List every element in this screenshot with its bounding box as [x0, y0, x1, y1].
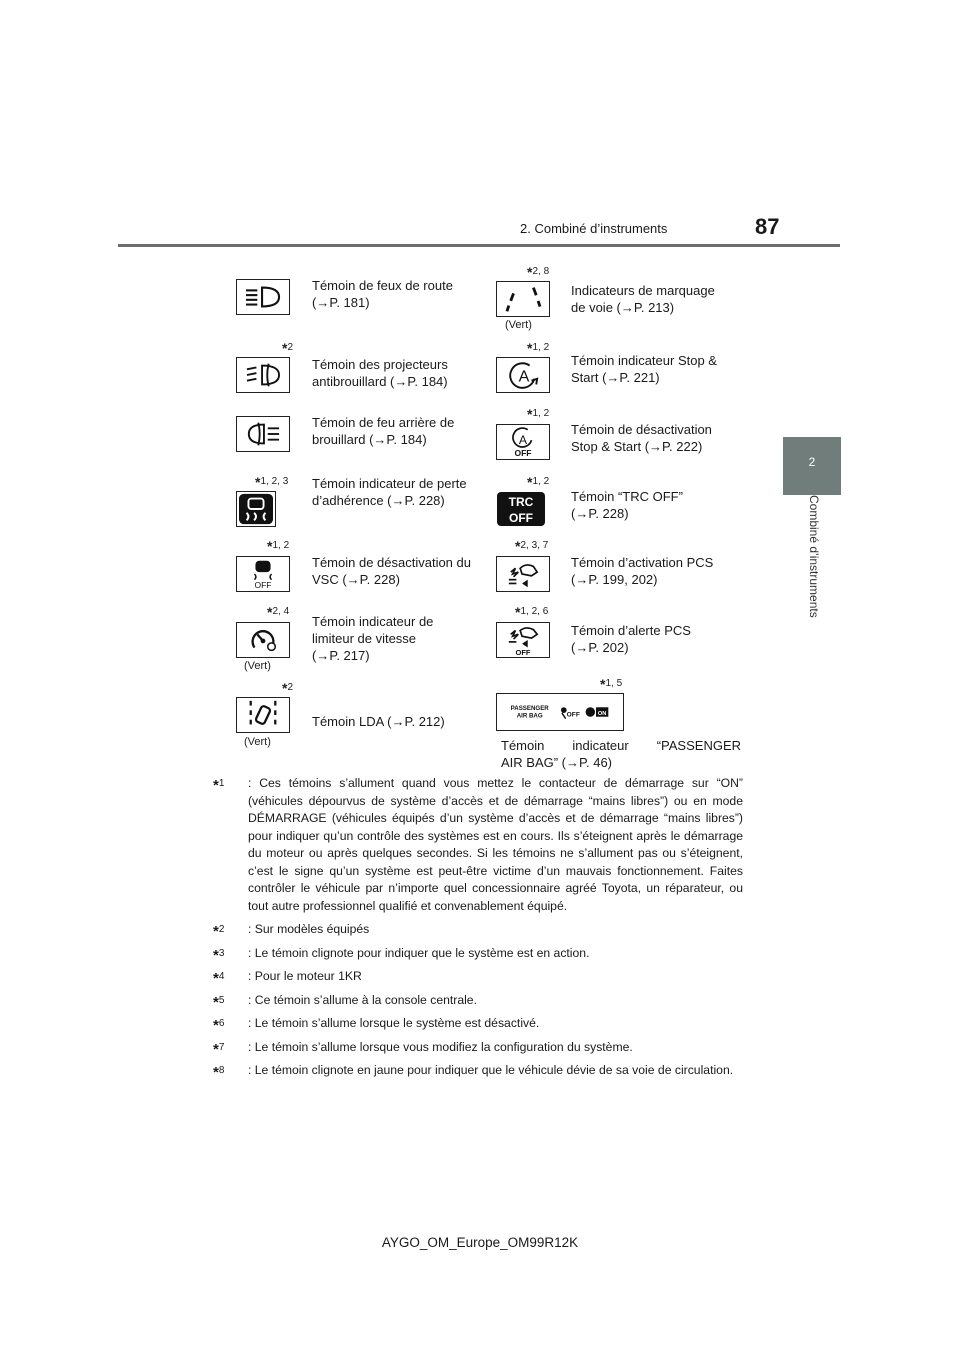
svg-text:A: A	[518, 432, 528, 447]
pcs-off-sup: *1, 2, 6	[515, 604, 549, 620]
svg-text:OFF: OFF	[254, 580, 272, 591]
footnote: *4 : Pour le moteur 1KR	[213, 969, 362, 987]
svg-text:OFF: OFF	[566, 711, 580, 719]
stop-start-icon	[496, 357, 550, 393]
svg-text:OFF: OFF	[509, 511, 533, 525]
passenger-airbag-icon	[496, 693, 624, 731]
front-fog-icon	[236, 357, 290, 393]
lane-marker-icon	[496, 281, 550, 317]
footnote: *7 : Le témoin s’allume lorsque vous modifiez la configuration du système.	[213, 1039, 633, 1058]
stop-start-off-sup: *1, 2	[527, 406, 550, 422]
high-beam-icon	[236, 279, 290, 315]
vsc-off-sup: *1, 2	[267, 538, 290, 554]
rear-fog-desc: Témoin de feu arrière de brouillard (→P. 184)	[312, 415, 455, 447]
svg-text:PASSENGER: PASSENGER	[510, 705, 549, 713]
pcs-off-icon	[496, 622, 550, 658]
lda-sup: *2	[282, 680, 294, 696]
page-number: 87	[755, 214, 780, 239]
front-fog-desc: Témoin des projecteurs antibrouillard (→P. 184)	[312, 357, 448, 389]
slip-sup: *1, 2, 3	[255, 474, 289, 490]
speed-limiter-color: (Vert)	[244, 660, 271, 672]
footnote: *6 : Le témoin s’allume lorsque le système est désactivé.	[213, 1016, 540, 1034]
svg-text:AIR BAG: AIR BAG	[516, 712, 543, 720]
pcs-desc: Témoin d’activation PCS (→P. 199, 202)	[571, 555, 714, 587]
lda-icon	[236, 697, 290, 733]
footnotes	[213, 775, 743, 1086]
stop-start-off-icon	[496, 424, 550, 460]
stop-start-desc: Témoin indicateur Stop & Start (→P. 221)	[571, 353, 717, 385]
trc-off-desc: Témoin “TRC OFF” (→P. 228)	[571, 489, 683, 521]
speed-limiter-sup: *2, 4	[267, 604, 290, 620]
svg-text:ON: ON	[597, 710, 607, 717]
lda-desc: Témoin LDA (→P. 212)	[312, 714, 445, 729]
svg-text:A: A	[518, 367, 530, 386]
pcs-off-desc: Témoin d’alerte PCS (→P. 202)	[571, 623, 691, 655]
svg-text:OFF: OFF	[514, 448, 532, 459]
speed-limiter-icon	[236, 622, 290, 658]
section-title: 2. Combiné d’instruments	[520, 221, 668, 236]
lane-marker-sup: *2, 8	[527, 264, 550, 280]
front-fog-sup: *2	[282, 340, 294, 356]
footnote: *3 : Le témoin clignote pour indiquer que le système est en action.	[213, 945, 590, 964]
vsc-off-desc: Témoin de désactivation du VSC (→P. 228)	[312, 555, 471, 587]
chapter-tab-label: Combiné d’instruments	[807, 495, 821, 618]
footnote: *5 : Ce témoin s’allume à la console centrale.	[213, 992, 477, 1011]
slip-desc: Témoin indicateur de perte d’adhérence (→P. 228)	[312, 476, 467, 508]
svg-text:TRC: TRC	[508, 495, 534, 509]
stop-start-sup: *1, 2	[527, 340, 550, 356]
vsc-off-icon	[236, 556, 290, 592]
header-rule	[118, 244, 840, 247]
footnote: *8 : Le témoin clignote en jaune pour indiquer que le véhicule dévie de sa voie de circulation.	[213, 1063, 734, 1081]
chapter-tab[interactable]: 2	[783, 437, 841, 495]
speed-limiter-desc: Témoin indicateur de limiteur de vitesse (→P. 217)	[312, 614, 434, 663]
footnote: *2 : Sur modèles équipés	[213, 922, 370, 940]
pcs-sup: *2, 3, 7	[515, 538, 549, 554]
lda-color: (Vert)	[244, 736, 271, 748]
slip-indicator-icon	[236, 491, 276, 527]
footnote: *1 : Ces témoins s’allument quand vous mettez le contacteur de démarrage sur “ON” (véhicules dépourvus de système d’accès et de démarrage “mains libres”) ou en mode DÉMARRAGE (véhicules équipés d’un système d’accès et de démarrage “mains libres”) pour indiquer qu’un contrôle des systèmes est en cours. Ils s’éteignent après le démarrage du moteur ou après quelques secondes. Si les témoins ne s’allument pas ou s’éteignent, c’est le signe qu’un système est peut-être victime d’un mauvais fonctionnement. Faites contrôler le véhicule par n’importe quel concessionnaire agréé Toyota, un réparateur, ou tout autre professionnel qualifié et convenablement équipé.	[213, 776, 743, 913]
pcs-icon	[496, 556, 550, 592]
document-code: AYGO_OM_Europe_OM99R12K	[381, 1235, 579, 1250]
trc-off-sup: *1, 2	[527, 474, 550, 490]
trc-off-icon	[496, 491, 546, 527]
passenger-airbag-sup: *1, 5	[600, 676, 623, 692]
lane-marker-desc: Indicateurs de marquage de voie (→P. 213)	[571, 283, 715, 315]
high-beam-desc: Témoin de feux de route (→P. 181)	[312, 278, 453, 310]
passenger-airbag-desc: Témoin indicateur “PASSENGER AIR BAG” (→P. 46)	[501, 738, 741, 770]
rear-fog-icon	[236, 416, 290, 452]
svg-text:OFF: OFF	[515, 648, 531, 657]
lane-marker-color: (Vert)	[505, 319, 532, 331]
stop-start-off-desc: Témoin de désactivation Stop & Start (→P. 222)	[571, 422, 712, 454]
